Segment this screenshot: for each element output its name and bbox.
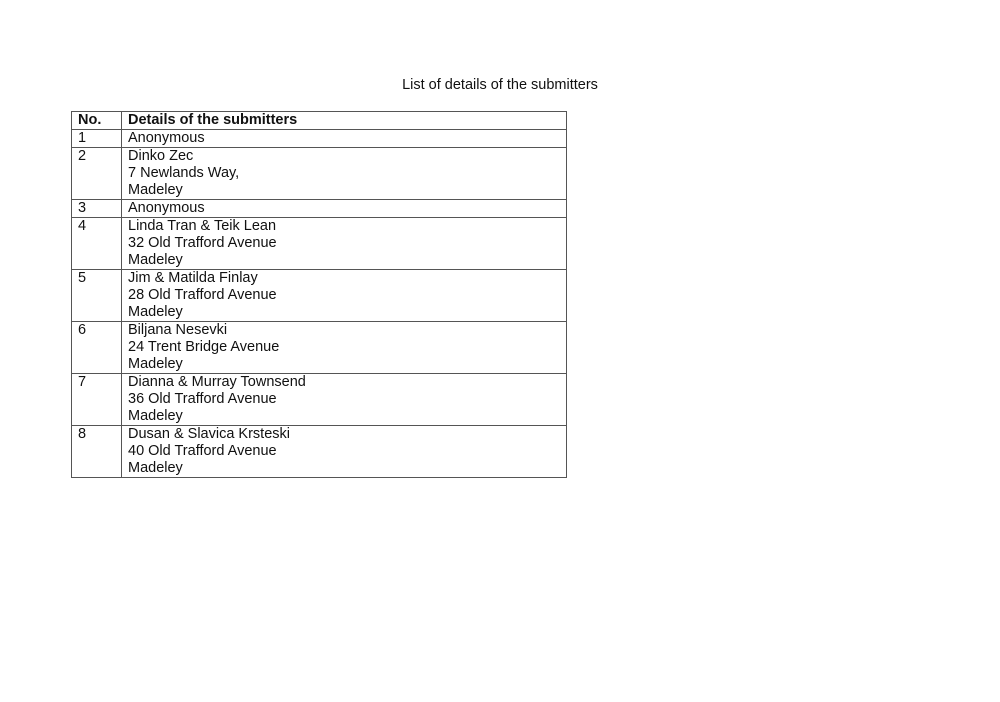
table-row xyxy=(72,374,567,426)
submitter-name: Biljana Nesevki xyxy=(128,322,228,338)
column-header-no: No. xyxy=(72,112,122,130)
submitters-table xyxy=(71,111,567,478)
row-number: 3 xyxy=(72,200,122,218)
submitter-street: 24 Trent Bridge Avenue xyxy=(128,339,280,355)
table-row xyxy=(72,426,567,478)
row-number: 7 xyxy=(72,374,122,426)
table-header-row xyxy=(72,112,567,130)
submitter-name: Anonymous xyxy=(128,200,205,216)
submitter-details xyxy=(122,148,567,200)
submitter-street: 40 Old Trafford Avenue xyxy=(128,443,277,459)
submitter-street: 28 Old Trafford Avenue xyxy=(128,287,277,303)
submitter-suburb: Madeley xyxy=(128,356,183,372)
table-row xyxy=(72,148,567,200)
row-number: 2 xyxy=(72,148,122,200)
submitter-street: 36 Old Trafford Avenue xyxy=(128,391,277,407)
row-number: 1 xyxy=(72,130,122,148)
row-number: 4 xyxy=(72,218,122,270)
submitter-street: 7 Newlands Way, xyxy=(128,165,240,181)
submitter-details xyxy=(122,374,567,426)
table-row xyxy=(72,270,567,322)
row-number: 8 xyxy=(72,426,122,478)
table-row xyxy=(72,322,567,374)
submitter-suburb: Madeley xyxy=(128,408,183,424)
submitter-street: 32 Old Trafford Avenue xyxy=(128,235,277,251)
submitter-suburb: Madeley xyxy=(128,252,183,268)
submitter-name: Anonymous xyxy=(128,130,205,146)
submitter-details xyxy=(122,270,567,322)
submitter-details xyxy=(122,200,567,218)
submitter-details xyxy=(122,130,567,148)
submitter-suburb: Madeley xyxy=(128,304,183,320)
submitter-details xyxy=(122,426,567,478)
row-number: 5 xyxy=(72,270,122,322)
table-row xyxy=(72,130,567,148)
page-title: List of details of the submitters xyxy=(402,77,598,93)
table-row xyxy=(72,200,567,218)
row-number: 6 xyxy=(72,322,122,374)
submitter-suburb: Madeley xyxy=(128,460,183,476)
submitter-suburb: Madeley xyxy=(128,182,183,198)
submitter-details xyxy=(122,322,567,374)
submitter-name: Dinko Zec xyxy=(128,148,194,164)
submitter-name: Dusan & Slavica Krsteski xyxy=(128,426,290,442)
submitter-name: Dianna & Murray Townsend xyxy=(128,374,306,390)
table-row xyxy=(72,218,567,270)
submitter-name: Linda Tran & Teik Lean xyxy=(128,218,277,234)
submitter-name: Jim & Matilda Finlay xyxy=(128,270,258,286)
submitter-details xyxy=(122,218,567,270)
column-header-details: Details of the submitters xyxy=(122,112,567,130)
